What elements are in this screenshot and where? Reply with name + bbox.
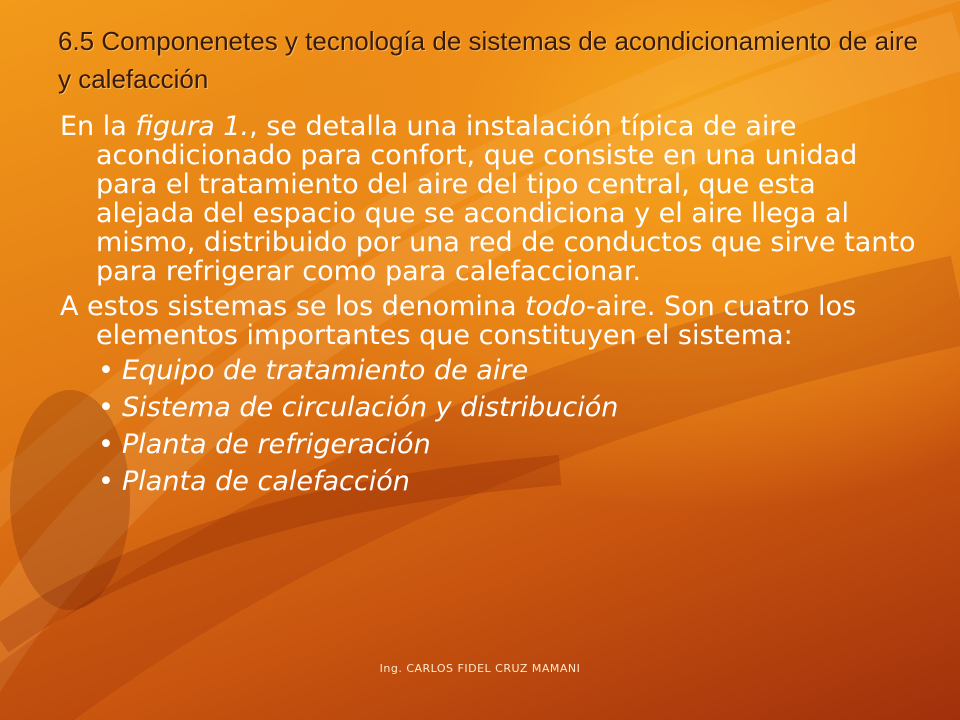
bullet-icon: • [98,392,114,423]
system-type-term: todo [525,291,586,322]
paragraph-intro-prefix: En la [60,111,136,142]
list-item [60,430,920,459]
paragraph-system-prefix: A estos sistemas se los denomina [60,291,526,322]
slide-title: 6.5 Componenetes y tecnología de sistemas de acondicionamiento de aire y calefacción [58,26,918,94]
list-item [60,356,920,385]
list-item-text: Planta de refrigeración [122,429,431,460]
slide-footer: Ing. CARLOS FIDEL CRUZ MAMANI [379,662,581,675]
list-item-text: Equipo de tratamiento de aire [122,355,529,386]
list-item-text: Sistema de circulación y distribución [122,392,619,423]
paragraph-system-text: -aire. Son cuatro los elementos importantes que constituyen el sistema: [96,291,857,351]
bullet-icon: • [98,429,114,460]
paragraph-system-type [60,292,920,350]
slide-body [60,112,920,504]
list-item [60,393,920,422]
paragraph-intro [60,112,920,286]
bullet-icon: • [98,355,114,386]
paragraph-intro-text: , se detalla una instalación típica de aire acondicionado para confort, que consiste en una unidad para el tratamiento del aire del tipo central, que esta alejada del espacio que se acondiciona y el aire llega al mismo, distribuido por una red de conductos que sirve tanto para refrigerar como para calefaccionar. [96,111,916,287]
element-list [60,356,920,496]
list-item [60,467,920,496]
bullet-icon: • [98,466,114,497]
figure-reference: figura 1. [135,111,250,142]
list-item-text: Planta de calefacción [122,466,410,497]
